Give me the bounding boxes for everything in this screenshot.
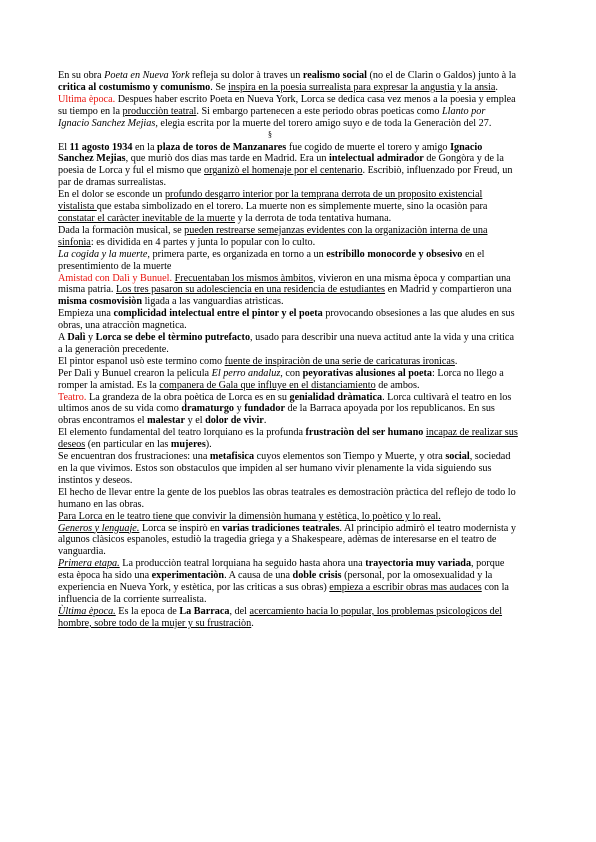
text-run: A bbox=[58, 332, 68, 344]
paragraph bbox=[58, 487, 518, 511]
text-run: profundo desgarro interior por la temprana derrota de un proposito existencial vistalista bbox=[58, 189, 483, 213]
text-run: realismo social bbox=[302, 70, 367, 81]
text-run: en el presentimiento de la muerte bbox=[58, 248, 485, 272]
text-run: Ùltima època. bbox=[58, 605, 116, 617]
text-run: social bbox=[445, 451, 470, 463]
text-run: organizò el homenaje por el centenario bbox=[203, 165, 363, 177]
text-run: El elemento fundamental del teatro lorquiano es la profunda bbox=[58, 427, 306, 439]
text-run: . bbox=[495, 81, 498, 93]
text-run: Dalì bbox=[67, 332, 86, 344]
text-run: mujeres bbox=[170, 439, 206, 451]
paragraph bbox=[58, 511, 518, 523]
text-run: , primera parte, es organizada en torno a un bbox=[147, 248, 327, 260]
text-run: , que muriò dos dias mas tarde en Madrid. Era un bbox=[125, 153, 330, 165]
text-run: Lorca se inspirò en bbox=[139, 522, 223, 534]
text-run: El perro andaluz bbox=[211, 367, 281, 379]
text-run: Primera etapa. bbox=[58, 558, 120, 570]
text-run: provocando obsesiones a las que aludes en sus obras, una atracciòn magnetica. bbox=[58, 308, 515, 332]
text-run: Empieza una bbox=[58, 308, 114, 320]
document-body bbox=[58, 70, 518, 630]
paragraph bbox=[58, 189, 518, 225]
text-run: refleja su dolor à traves un bbox=[189, 70, 303, 81]
text-run: malestar bbox=[147, 415, 186, 427]
text-run: plaza de toros de Manzanares bbox=[157, 141, 287, 153]
paragraph bbox=[58, 451, 518, 487]
text-run: . bbox=[251, 617, 254, 629]
text-run: . bbox=[263, 415, 267, 427]
text-run: . Si embargo partenecen a este periodo obras poeticas como bbox=[196, 105, 442, 117]
text-run: de la Barraca apoyada por los republicanos. En sus obras encontramos el bbox=[58, 403, 495, 427]
paragraph bbox=[58, 606, 518, 630]
text-run: producciòn teatral bbox=[122, 105, 197, 117]
paragraph bbox=[58, 356, 518, 368]
text-run: complicidad intelectual entre el pintor y el poeta bbox=[113, 308, 323, 320]
section-heading: Teatro. bbox=[58, 391, 87, 403]
text-run: y el bbox=[185, 415, 206, 427]
text-run: Es la epoca de bbox=[115, 605, 180, 617]
text-run: , con bbox=[280, 367, 303, 379]
paragraph bbox=[58, 70, 518, 94]
text-run: En el dolor se esconde un bbox=[58, 189, 165, 201]
text-run: . Se bbox=[210, 81, 229, 93]
text-run: pueden restrearse semejanzas evidentes con la organizaciòn interna de una sinfonìa bbox=[58, 224, 488, 248]
text-run: cuyos elementos son Tiempo y Muerte, y otra bbox=[254, 451, 446, 463]
text-run: Llanto por Ignacio Sanchez Mejias bbox=[58, 105, 486, 129]
text-run: critica al costumismo y comunismo bbox=[58, 81, 211, 93]
paragraph bbox=[58, 427, 518, 451]
text-run: y la derrota de toda tentativa humana. bbox=[235, 212, 392, 224]
text-run: con la influencia de la corriente surrealista. bbox=[58, 582, 509, 605]
text-run: La Barraca bbox=[179, 605, 230, 617]
text-run: , usado para describir una nueva actitud ante la vida y una critica a la generaciòn precedente. bbox=[58, 332, 514, 355]
text-run: El hecho de llevar entre la gente de los pueblos las obras teatrales es demostraciòn pràctica del reflejo de todo lo humano en las obras. bbox=[58, 486, 516, 510]
text-run: (no el de Clarìn o Galdos) junto à la bbox=[366, 70, 517, 81]
text-run: metafisica bbox=[209, 451, 255, 463]
text-run: En su obra bbox=[58, 70, 105, 81]
text-run: fundador bbox=[244, 403, 285, 415]
text-run: , sociedad en la que vivimos. Estos son obstaculos que impiden al ser humano vivir plenamente la vida siguiendo sus instintos y deseos. bbox=[58, 451, 511, 486]
text-run: Para Lorca en le teatro tiene que convivir la dimensiòn humana y estètica, lo poètico y lo real. bbox=[58, 510, 441, 522]
text-run: La cogida y la muerte bbox=[58, 248, 148, 260]
text-run: en la bbox=[132, 141, 158, 153]
section-mark: § bbox=[268, 129, 272, 139]
text-run: Se encuentran dos frustraciones: una bbox=[58, 451, 210, 463]
paragraph bbox=[58, 558, 518, 606]
text-run: ligada a las vanguardias atrìsticas. bbox=[142, 296, 284, 308]
paragraph bbox=[58, 249, 518, 273]
paragraph bbox=[58, 308, 518, 332]
text-run: Despues haber escrito Poeta en Nueva York, Lorca se dedica casa vez menos a la poesìa y emplea su tiempo en la bbox=[58, 93, 516, 117]
paragraph bbox=[58, 225, 518, 249]
paragraph bbox=[58, 368, 518, 392]
text-run: constatar el caràcter inevitable de la muerte bbox=[58, 212, 236, 224]
text-run: 11 agosto 1934 bbox=[69, 141, 133, 153]
text-run: fue cogido de muerte el torero y amigo bbox=[286, 141, 451, 153]
text-run: fuente de inspiraciòn de una serie de caricaturas ironicas bbox=[224, 355, 455, 367]
section-separator bbox=[58, 130, 518, 142]
paragraph bbox=[58, 523, 518, 559]
text-run: El bbox=[58, 141, 70, 153]
paragraph bbox=[58, 392, 518, 428]
text-run: incapaz de realizar sus deseos bbox=[58, 427, 518, 451]
paragraph bbox=[58, 332, 518, 356]
text-run: genialidad dràmatica bbox=[289, 391, 383, 403]
text-run: estribillo monocorde y obsesivo bbox=[326, 248, 463, 260]
text-run: de Gongòra y de la poesìa de Lorca y ful el mismo que bbox=[58, 153, 504, 177]
text-run: Lorca se debe el tèrmino putrefacto bbox=[95, 332, 251, 344]
section-heading: Ultima època. bbox=[58, 93, 116, 105]
text-run: peyorativas alusiones al poeta bbox=[302, 367, 432, 379]
text-run: , porque esta època ha sido una bbox=[58, 558, 505, 582]
text-run: ). bbox=[205, 439, 212, 451]
text-run: . bbox=[454, 355, 458, 367]
text-run: trayectoria muy variada bbox=[365, 558, 472, 570]
text-run: frustraciòn del ser humano bbox=[305, 427, 424, 439]
paragraph bbox=[58, 273, 518, 309]
text-run: La grandeza de la obra poètica de Lorca es en su bbox=[86, 391, 290, 403]
text-run: (personal, por la omosexualidad y la experiencia en Nueva York, y estètica, por las criticas a sus obras) bbox=[58, 570, 493, 594]
text-run: Ignacio Sanchez Mejias bbox=[58, 141, 483, 165]
text-run: : Lorca no llego a romper la amistad. Es la bbox=[58, 367, 504, 391]
text-run: Frecuentaban los mismos àmbitos bbox=[174, 272, 313, 284]
text-run: de ambos. bbox=[375, 379, 420, 391]
text-run: . Al principio admirò el teatro modernista y algunos clàsicos espanoles, estudiò la tragedia griega y a Shakespeare, adèmas de interesarse en el teatro de vanguardia. bbox=[58, 522, 516, 558]
text-run: Los tres pasaron su adolesciencia en una residencia de estudiantes bbox=[116, 284, 386, 296]
text-run: : es dividida en 4 partes y junta lo popular con lo culto. bbox=[90, 236, 316, 248]
text-run: , del bbox=[229, 605, 250, 617]
text-run: . Escribiò, influenzado por Freud, un par de dramas surrealistas. bbox=[58, 165, 513, 189]
text-run: empieza a escribir obras mas audaces bbox=[329, 582, 482, 594]
text-run: y bbox=[234, 403, 245, 415]
text-run: . Lorca cultivarà el teatro en los ultimos anos de su vida como bbox=[58, 391, 512, 415]
text-run: companera de Gala que influye en el distanciamiento bbox=[159, 379, 376, 391]
text-run: experimentaciòn bbox=[151, 570, 225, 582]
text-run: acercamiento hacia lo popular, los problemas psicologicos del hombre, sobre todo de la mujer y su frustraciòn bbox=[58, 605, 503, 629]
text-run: El pintor espanol usò este termino como bbox=[58, 355, 225, 367]
text-run: inspira en la poesia surrealista para expresar la angustia y la ansia bbox=[228, 81, 496, 93]
paragraph bbox=[58, 142, 518, 190]
text-run: dolor de vivir bbox=[205, 415, 264, 427]
text-run: misma cosmovisiòn bbox=[58, 296, 143, 308]
text-run: (en particular en las bbox=[85, 439, 171, 451]
text-run: . A causa de una bbox=[224, 570, 293, 582]
text-run: doble crisis bbox=[292, 570, 342, 582]
text-run: en Madrid y compartieron una bbox=[385, 284, 512, 296]
paragraph bbox=[58, 94, 518, 130]
text-run: Per Dalì y Bunuel crearon la pelicula bbox=[58, 367, 212, 379]
text-run: , elegìa escrita por la muerte del torero amigo suyo e de toda la Generaciòn del 27. bbox=[155, 117, 492, 129]
text-run: dramaturgo bbox=[181, 403, 235, 415]
text-run: Dada la formaciòn musical, se bbox=[58, 224, 185, 236]
text-run: La producciòn teatral lorquiana ha seguido hasta ahora una bbox=[119, 558, 366, 570]
text-run: Poeta en Nueva York bbox=[104, 70, 190, 81]
text-run: varias tradiciones teatrales bbox=[222, 522, 340, 534]
text-run: y bbox=[85, 332, 96, 344]
text-run: que estaba simbolizado en el torero. La muerte non es simplemente muerte, sino la ocasiòn para bbox=[96, 201, 488, 213]
text-run: intelectual admirador bbox=[329, 153, 424, 165]
text-run: Generos y lenguaje. bbox=[58, 522, 140, 534]
text-run: , vivieron en una misma època y compartian una misma patria. bbox=[58, 272, 511, 296]
section-heading: Amistad con Dalì y Bunuel. bbox=[58, 272, 175, 284]
